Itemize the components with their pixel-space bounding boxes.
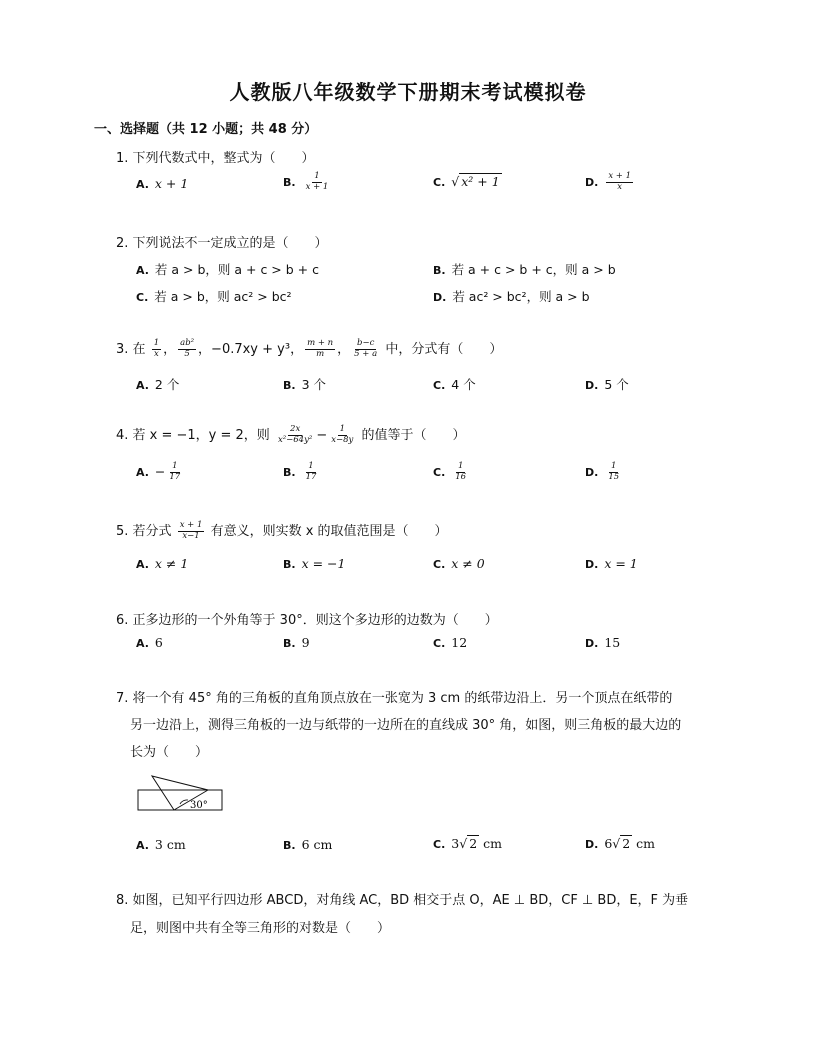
q3-option-a[interactable]: A. 2 个 bbox=[136, 377, 180, 392]
q3-option-c[interactable]: C. 4 个 bbox=[433, 377, 476, 392]
q7-option-b[interactable]: B. 6 cm bbox=[283, 837, 333, 852]
question-2-stem: 2. 下列说法不一定成立的是（ ） bbox=[116, 236, 328, 251]
q2-option-c[interactable]: C. 若 a > b，则 ac² > bc² bbox=[136, 289, 292, 304]
q3-option-d[interactable]: D. 5 个 bbox=[585, 377, 629, 392]
q1-option-d[interactable]: D. $\frac{x + 1}{x}$ bbox=[585, 171, 632, 192]
triangle-ruler-figure bbox=[136, 772, 228, 816]
q5-option-b[interactable]: B. x = −1 bbox=[283, 556, 346, 571]
q1-option-b[interactable]: B. $\frac{1}{x + 1}$ bbox=[283, 171, 329, 192]
q5-option-c[interactable]: C. x ≠ 0 bbox=[433, 556, 485, 571]
question-6-stem: 6. 正多边形的一个外角等于 30°．则这个多边形的边数为（ ） bbox=[116, 613, 498, 628]
q6-option-d[interactable]: D. 15 bbox=[585, 635, 621, 650]
q6-option-c[interactable]: C. 12 bbox=[433, 635, 468, 650]
q7-option-c[interactable]: C. 3√ 2 cm bbox=[433, 836, 502, 851]
angle-label: 30° bbox=[190, 800, 208, 811]
q4-option-b[interactable]: B. $\frac{1}{17}$ bbox=[283, 461, 317, 482]
q5-option-a[interactable]: A. x ≠ 1 bbox=[136, 556, 189, 571]
q4-option-c[interactable]: C. $\frac{1}{16}$ bbox=[433, 461, 467, 482]
q2-option-d[interactable]: D. 若 ac² > bc²，则 a > b bbox=[433, 289, 590, 304]
question-5-stem: 5. 若分式 $\frac{x + 1}{x-1}$ 有意义，则实数 x 的取值范围是（ ） bbox=[116, 520, 448, 541]
question-8-line-2: 足，则图中共有全等三角形的对数是（ ） bbox=[130, 921, 391, 936]
q2-option-b[interactable]: B. 若 a + c > b + c，则 a > b bbox=[433, 262, 616, 277]
question-1-stem: 1. 下列代数式中，整式为（ ） bbox=[116, 151, 315, 166]
question-7-line-2: 另一边沿上，测得三角板的一边与纸带的一边所在的直线成 30° 角，如图，则三角板的最大边的 bbox=[130, 718, 682, 733]
question-3-stem: 3. 在 $\frac{1}{x}$ ， $\frac{\text{ab²}}{5}$ ，−0.7xy + y³， $\frac{m + n}{m}$ ， $\frac{b-c}{5 + a}$ 中，分式有（ ） bbox=[116, 338, 503, 359]
q7-option-a[interactable]: A. 3 cm bbox=[136, 837, 186, 852]
q7-option-d[interactable]: D. 6√ 2 cm bbox=[585, 836, 656, 851]
q1-option-c[interactable]: C. √ x² + 1 bbox=[433, 174, 500, 189]
q4-option-a[interactable]: A. − $\frac{1}{17}$ bbox=[136, 461, 181, 482]
question-8-line-1: 8. 如图，已知平行四边形 ABCD，对角线 AC，BD 相交于点 O，AE ⊥ BD，CF ⊥ BD，E，F 为垂 bbox=[116, 893, 689, 908]
section-heading: 一、选择题（共 12 小题；共 48 分） bbox=[94, 122, 318, 137]
page-title: 人教版八年级数学下册期末考试模拟卷 bbox=[229, 80, 587, 104]
question-4-stem: 4. 若 x = −1，y = 2，则 $\frac{2x}{\text{x²−64y²}}$ − $\frac{1}{x-8y}$ 的值等于（ ） bbox=[116, 424, 466, 445]
question-7-line-3: 长为（ ） bbox=[130, 745, 209, 760]
q5-option-d[interactable]: D. x = 1 bbox=[585, 556, 638, 571]
q6-option-b[interactable]: B. 9 bbox=[283, 635, 310, 650]
q1-option-a[interactable]: A. x + 1 bbox=[136, 176, 189, 191]
q6-option-a[interactable]: A. 6 bbox=[136, 635, 163, 650]
q4-option-d[interactable]: D. $\frac{1}{15}$ bbox=[585, 461, 620, 482]
q3-option-b[interactable]: B. 3 个 bbox=[283, 377, 327, 392]
question-7-line-1: 7. 将一个有 45° 角的三角板的直角顶点放在一张宽为 3 cm 的纸带边沿上．另一个顶点在纸带的 bbox=[116, 691, 673, 706]
q2-option-a[interactable]: A. 若 a > b，则 a + c > b + c bbox=[136, 262, 319, 277]
